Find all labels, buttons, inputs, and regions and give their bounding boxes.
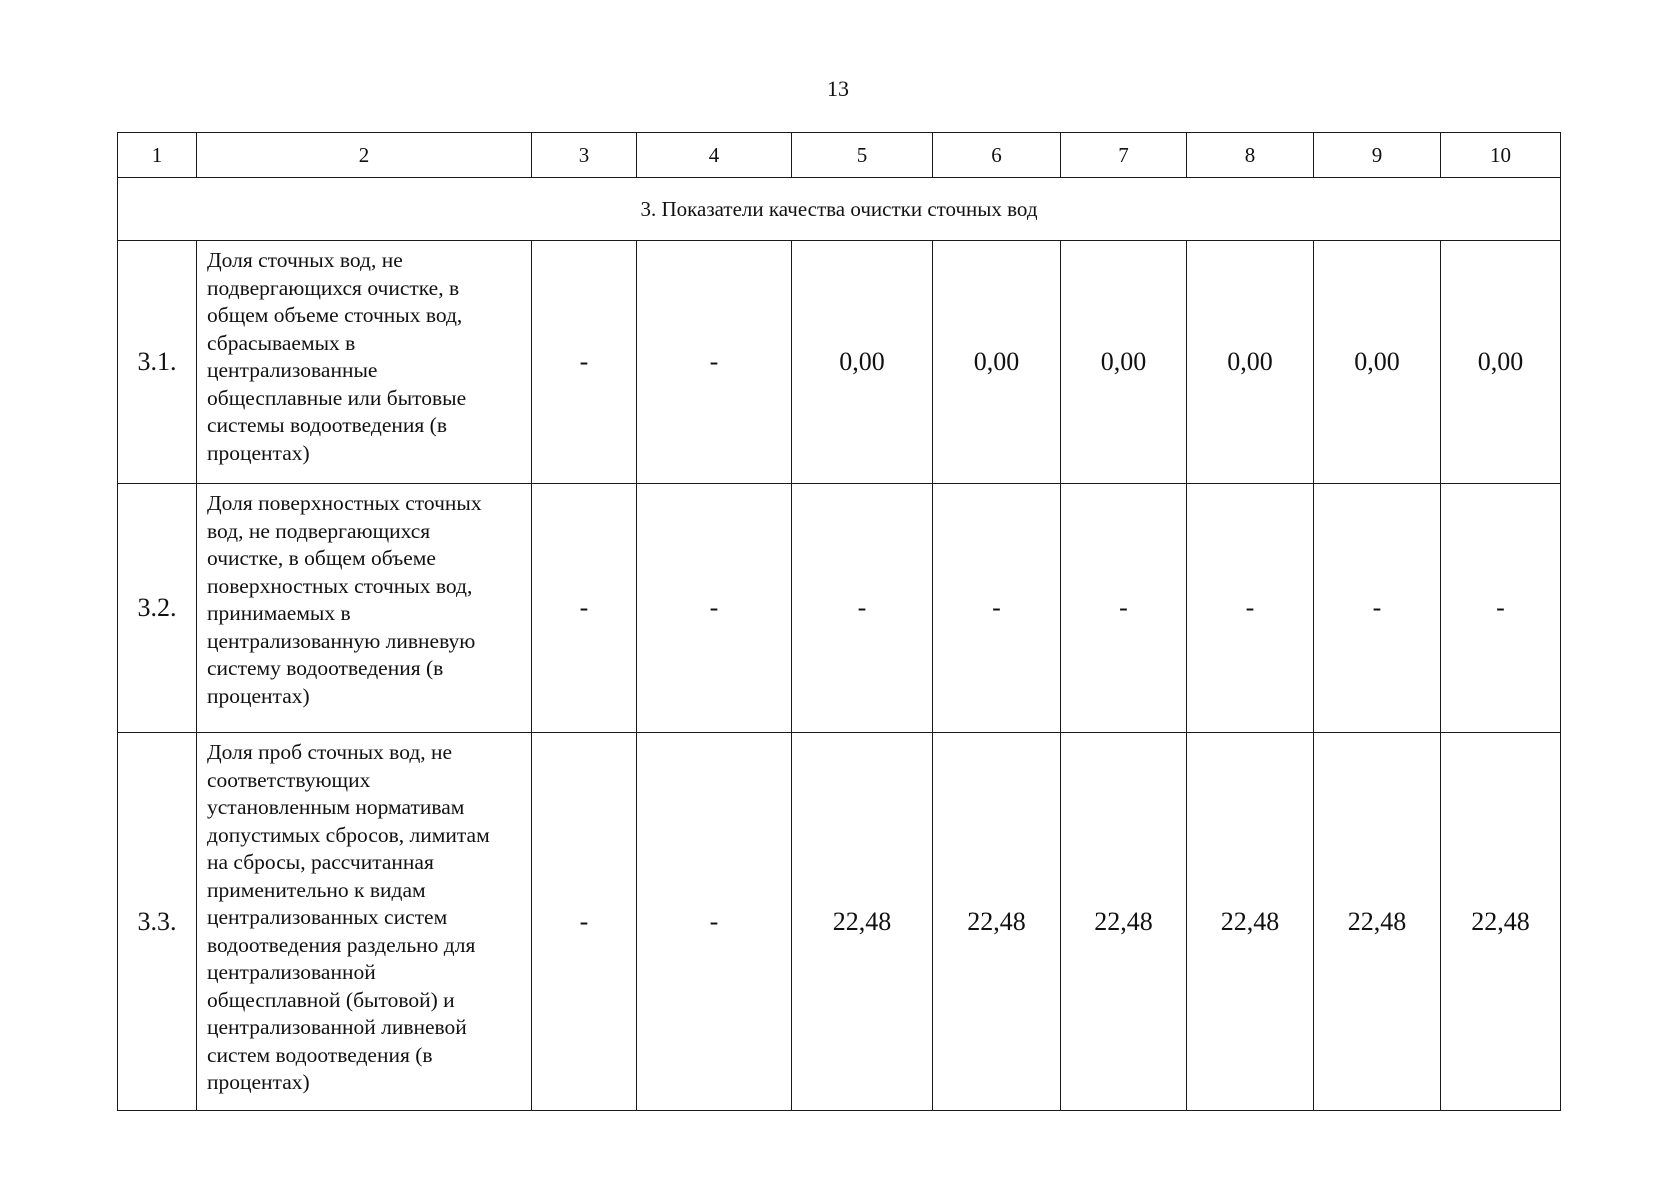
- row-description: Доля проб сточных вод, не соответствующих установленным нормативам допустимых сбросов, лимитам на сбросы, рассчитанная применительно к видам централизованных систем водоотведения раздельно для централизованной общесплавной (бытовой) и централизованной ливневой систем водоотведения (в процентах): [197, 733, 532, 1111]
- table-row: [118, 733, 1561, 1111]
- row-value: 22,48: [1441, 733, 1561, 1111]
- row-value: -: [637, 241, 792, 484]
- row-value: 0,00: [792, 241, 933, 484]
- column-header: 8: [1187, 133, 1314, 178]
- row-description: Доля поверхностных сточных вод, не подвергающихся очистке, в общем объеме поверхностных сточных вод, принимаемых в централизованную ливневую систему водоотведения (в процентах): [197, 484, 532, 733]
- row-value: 0,00: [933, 241, 1061, 484]
- section-row: [118, 178, 1561, 241]
- table-row: [118, 484, 1561, 733]
- row-number: 3.2.: [118, 484, 197, 733]
- row-value: -: [1314, 484, 1441, 733]
- column-header: 6: [933, 133, 1061, 178]
- section-title: 3. Показатели качества очистки сточных вод: [118, 178, 1561, 241]
- column-header: 5: [792, 133, 933, 178]
- row-value: 22,48: [792, 733, 933, 1111]
- row-number: 3.3.: [118, 733, 197, 1111]
- row-value: 22,48: [1061, 733, 1187, 1111]
- column-header: 10: [1441, 133, 1561, 178]
- table-row: [118, 241, 1561, 484]
- row-value: 22,48: [1187, 733, 1314, 1111]
- page-number: 13: [827, 76, 849, 101]
- row-value: -: [637, 484, 792, 733]
- column-header: 4: [637, 133, 792, 178]
- indicators-table: [117, 132, 1561, 1111]
- row-value: -: [1441, 484, 1561, 733]
- row-description: Доля сточных вод, не подвергающихся очистке, в общем объеме сточных вод, сбрасываемых в централизованные общесплавные или бытовые системы водоотведения (в процентах): [197, 241, 532, 484]
- row-value: -: [792, 484, 933, 733]
- row-value: -: [933, 484, 1061, 733]
- column-header: 1: [118, 133, 197, 178]
- row-value: -: [1061, 484, 1187, 733]
- row-value: -: [1187, 484, 1314, 733]
- row-value: 22,48: [933, 733, 1061, 1111]
- row-number: 3.1.: [118, 241, 197, 484]
- column-header: 2: [197, 133, 532, 178]
- row-value: 0,00: [1441, 241, 1561, 484]
- column-header: 9: [1314, 133, 1441, 178]
- row-value: -: [637, 733, 792, 1111]
- column-header: 7: [1061, 133, 1187, 178]
- row-value: 0,00: [1061, 241, 1187, 484]
- row-value: -: [532, 484, 637, 733]
- row-value: 0,00: [1187, 241, 1314, 484]
- row-value: 0,00: [1314, 241, 1441, 484]
- column-number-row: [118, 133, 1561, 178]
- row-value: 22,48: [1314, 733, 1441, 1111]
- row-value: -: [532, 241, 637, 484]
- row-value: -: [532, 733, 637, 1111]
- column-header: 3: [532, 133, 637, 178]
